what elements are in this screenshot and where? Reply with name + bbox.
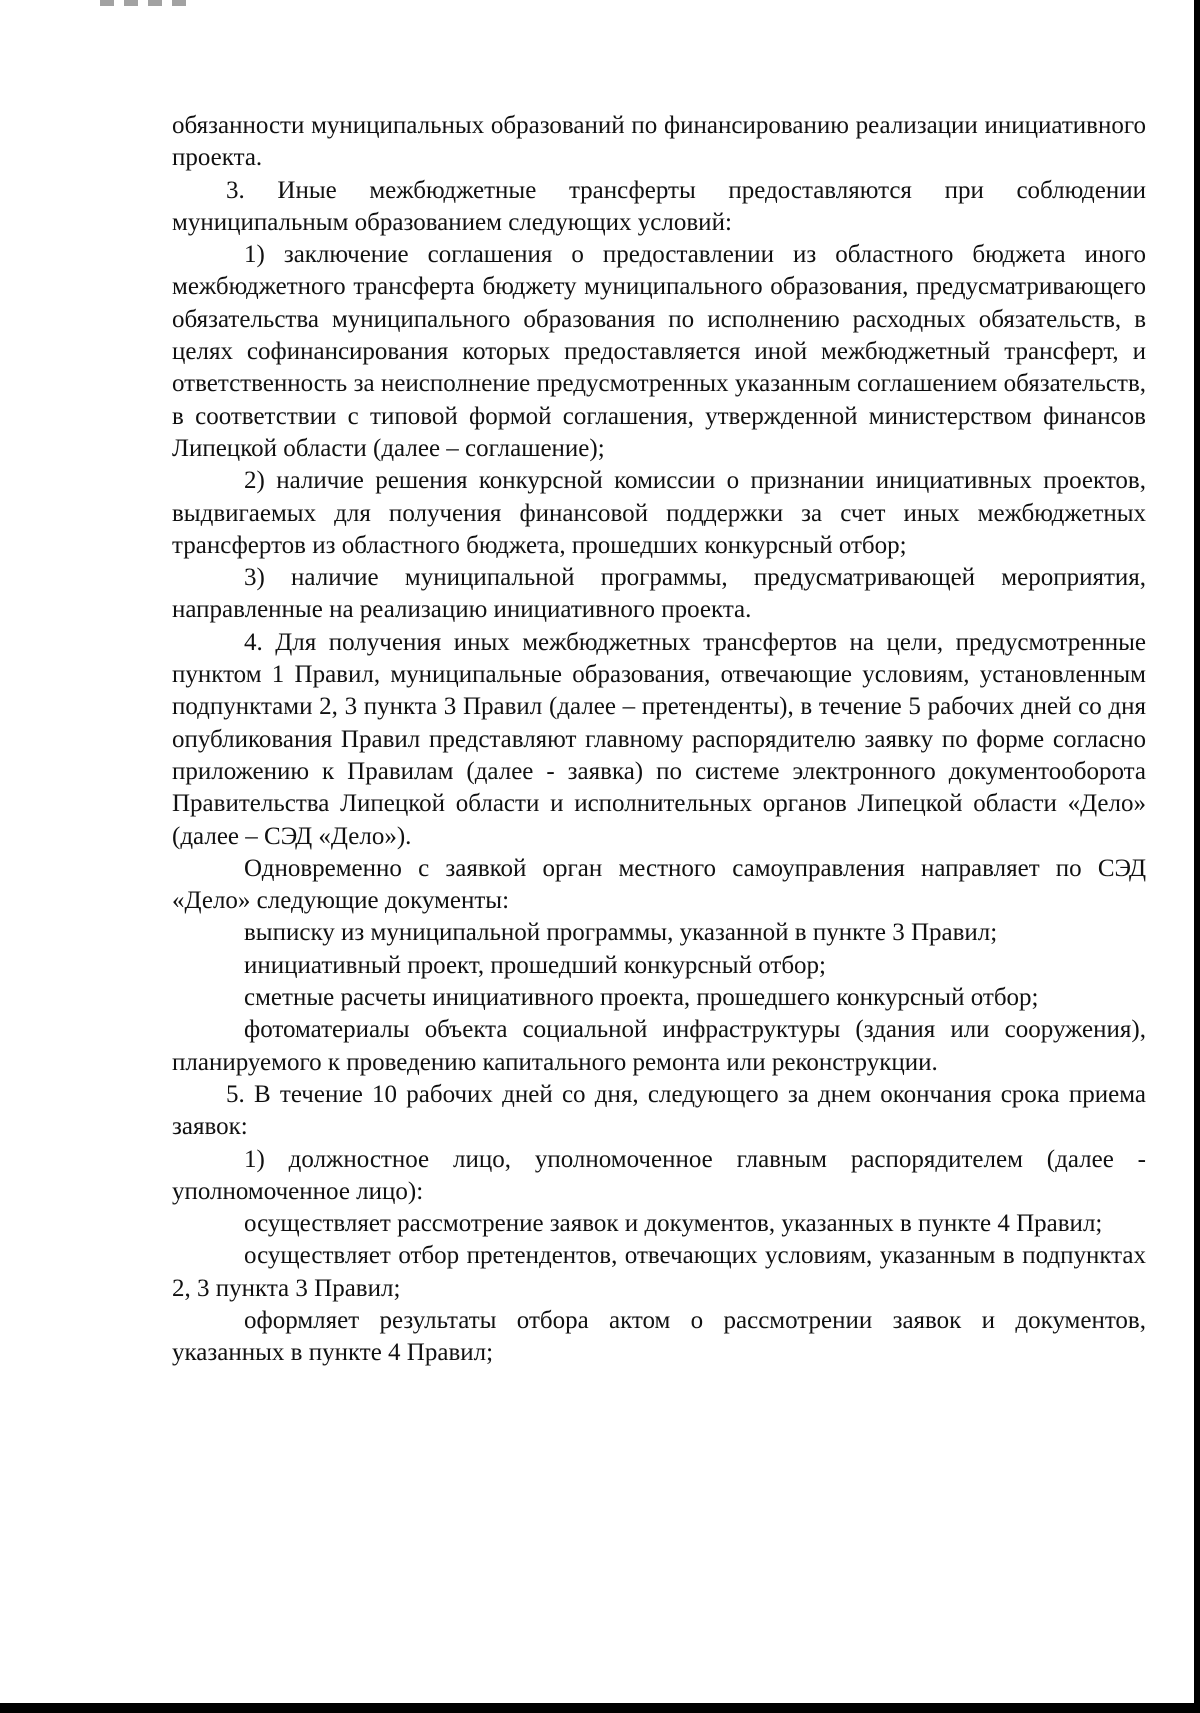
paragraph-document-list-item: выписку из муниципальной программы, указанной в пункте 3 Правил;	[244, 919, 998, 947]
paragraph-duty-list-item: осуществляет рассмотрение заявок и документов, указанных в пункте 4 Правил;	[244, 1210, 1103, 1238]
paragraph-duty-list-item: оформляет результаты отбора актом о рассмотрении заявок и документов, указанных в пункте 4 Правил;	[172, 1306, 1146, 1367]
paragraph-clause-3-item-2: 2) наличие решения конкурсной комиссии о признании инициативных проектов, выдвигаемых для получения финансовой поддержки за счет иных межбюджетных трансфертов из областного бюджета, прошедших конкурсный отбор;	[172, 467, 1146, 559]
paragraph-clause-3: 3. Иные межбюджетные трансферты предоставляются при соблюдении муниципальным образованием следующих условий:	[172, 176, 1146, 236]
paragraph-document-list-item: инициативный проект, прошедший конкурсный отбор;	[244, 951, 826, 979]
paragraph-clause-5: 5. В течение 10 рабочих дней со дня, следующего за днем окончания срока приема заявок:	[172, 1080, 1146, 1141]
paragraph-clause-3-item-3: 3) наличие муниципальной программы, предусматривающей мероприятия, направленные на реализацию инициативного проекта.	[172, 564, 1146, 624]
paragraph-clause-4: 4. Для получения иных межбюджетных трансфертов на цели, предусмотренные пунктом 1 Правил, муниципальные образования, отвечающие условиям, установленным подпунктами 2, 3 пункта 3 Правил (далее – претенденты), в течение 5 рабочих дней со дня опубликования Правил представляют главному распорядителю заявку по форме согласно приложению к Правилам (далее - заявка) по системе электронного документооборота Правительства Липецкой области и исполнительных органов Липецкой области «Дело» (далее – СЭД «Дело»).	[172, 628, 1146, 850]
scan-edge-bottom	[0, 1703, 1200, 1713]
paragraph-documents-intro: Одновременно с заявкой орган местного самоуправления направляет по СЭД «Дело» следующие документы:	[172, 854, 1146, 915]
paragraph-document-list-item: сметные расчеты инициативного проекта, прошедшего конкурсный отбор;	[244, 984, 1039, 1012]
paragraph-document-list-item: фотоматериалы объекта социальной инфраструктуры (здания или сооружения), планируемого к проведению капитального ремонта или реконструкции.	[172, 1016, 1146, 1076]
scan-artifact-mark	[100, 0, 192, 6]
document-page	[172, 110, 1146, 1370]
paragraph-clause-5-item-1: 1) должностное лицо, уполномоченное главным распорядителем (далее - уполномоченное лицо):	[172, 1145, 1146, 1205]
paragraph-continuation: обязанности муниципальных образований по финансированию реализации инициативного проекта.	[172, 112, 1146, 172]
paragraph-clause-3-item-1: 1) заключение соглашения о предоставлении из областного бюджета иного межбюджетного трансферта бюджету муниципального образования, предусматривающего обязательства муниципального образования по исполнению расходных обязательств, в целях софинансирования которых предоставляется иной межбюджетный трансферт, и ответственность за неисполнение предусмотренных указанным соглашением обязательств, в соответствии с типовой формой соглашения, утвержденной министерством финансов Липецкой области (далее – соглашение);	[172, 241, 1146, 462]
paragraph-duty-list-item: осуществляет отбор претендентов, отвечающих условиям, указанным в подпунктах 2, 3 пункта 3 Правил;	[172, 1242, 1146, 1302]
scan-edge-right	[1194, 0, 1200, 1713]
